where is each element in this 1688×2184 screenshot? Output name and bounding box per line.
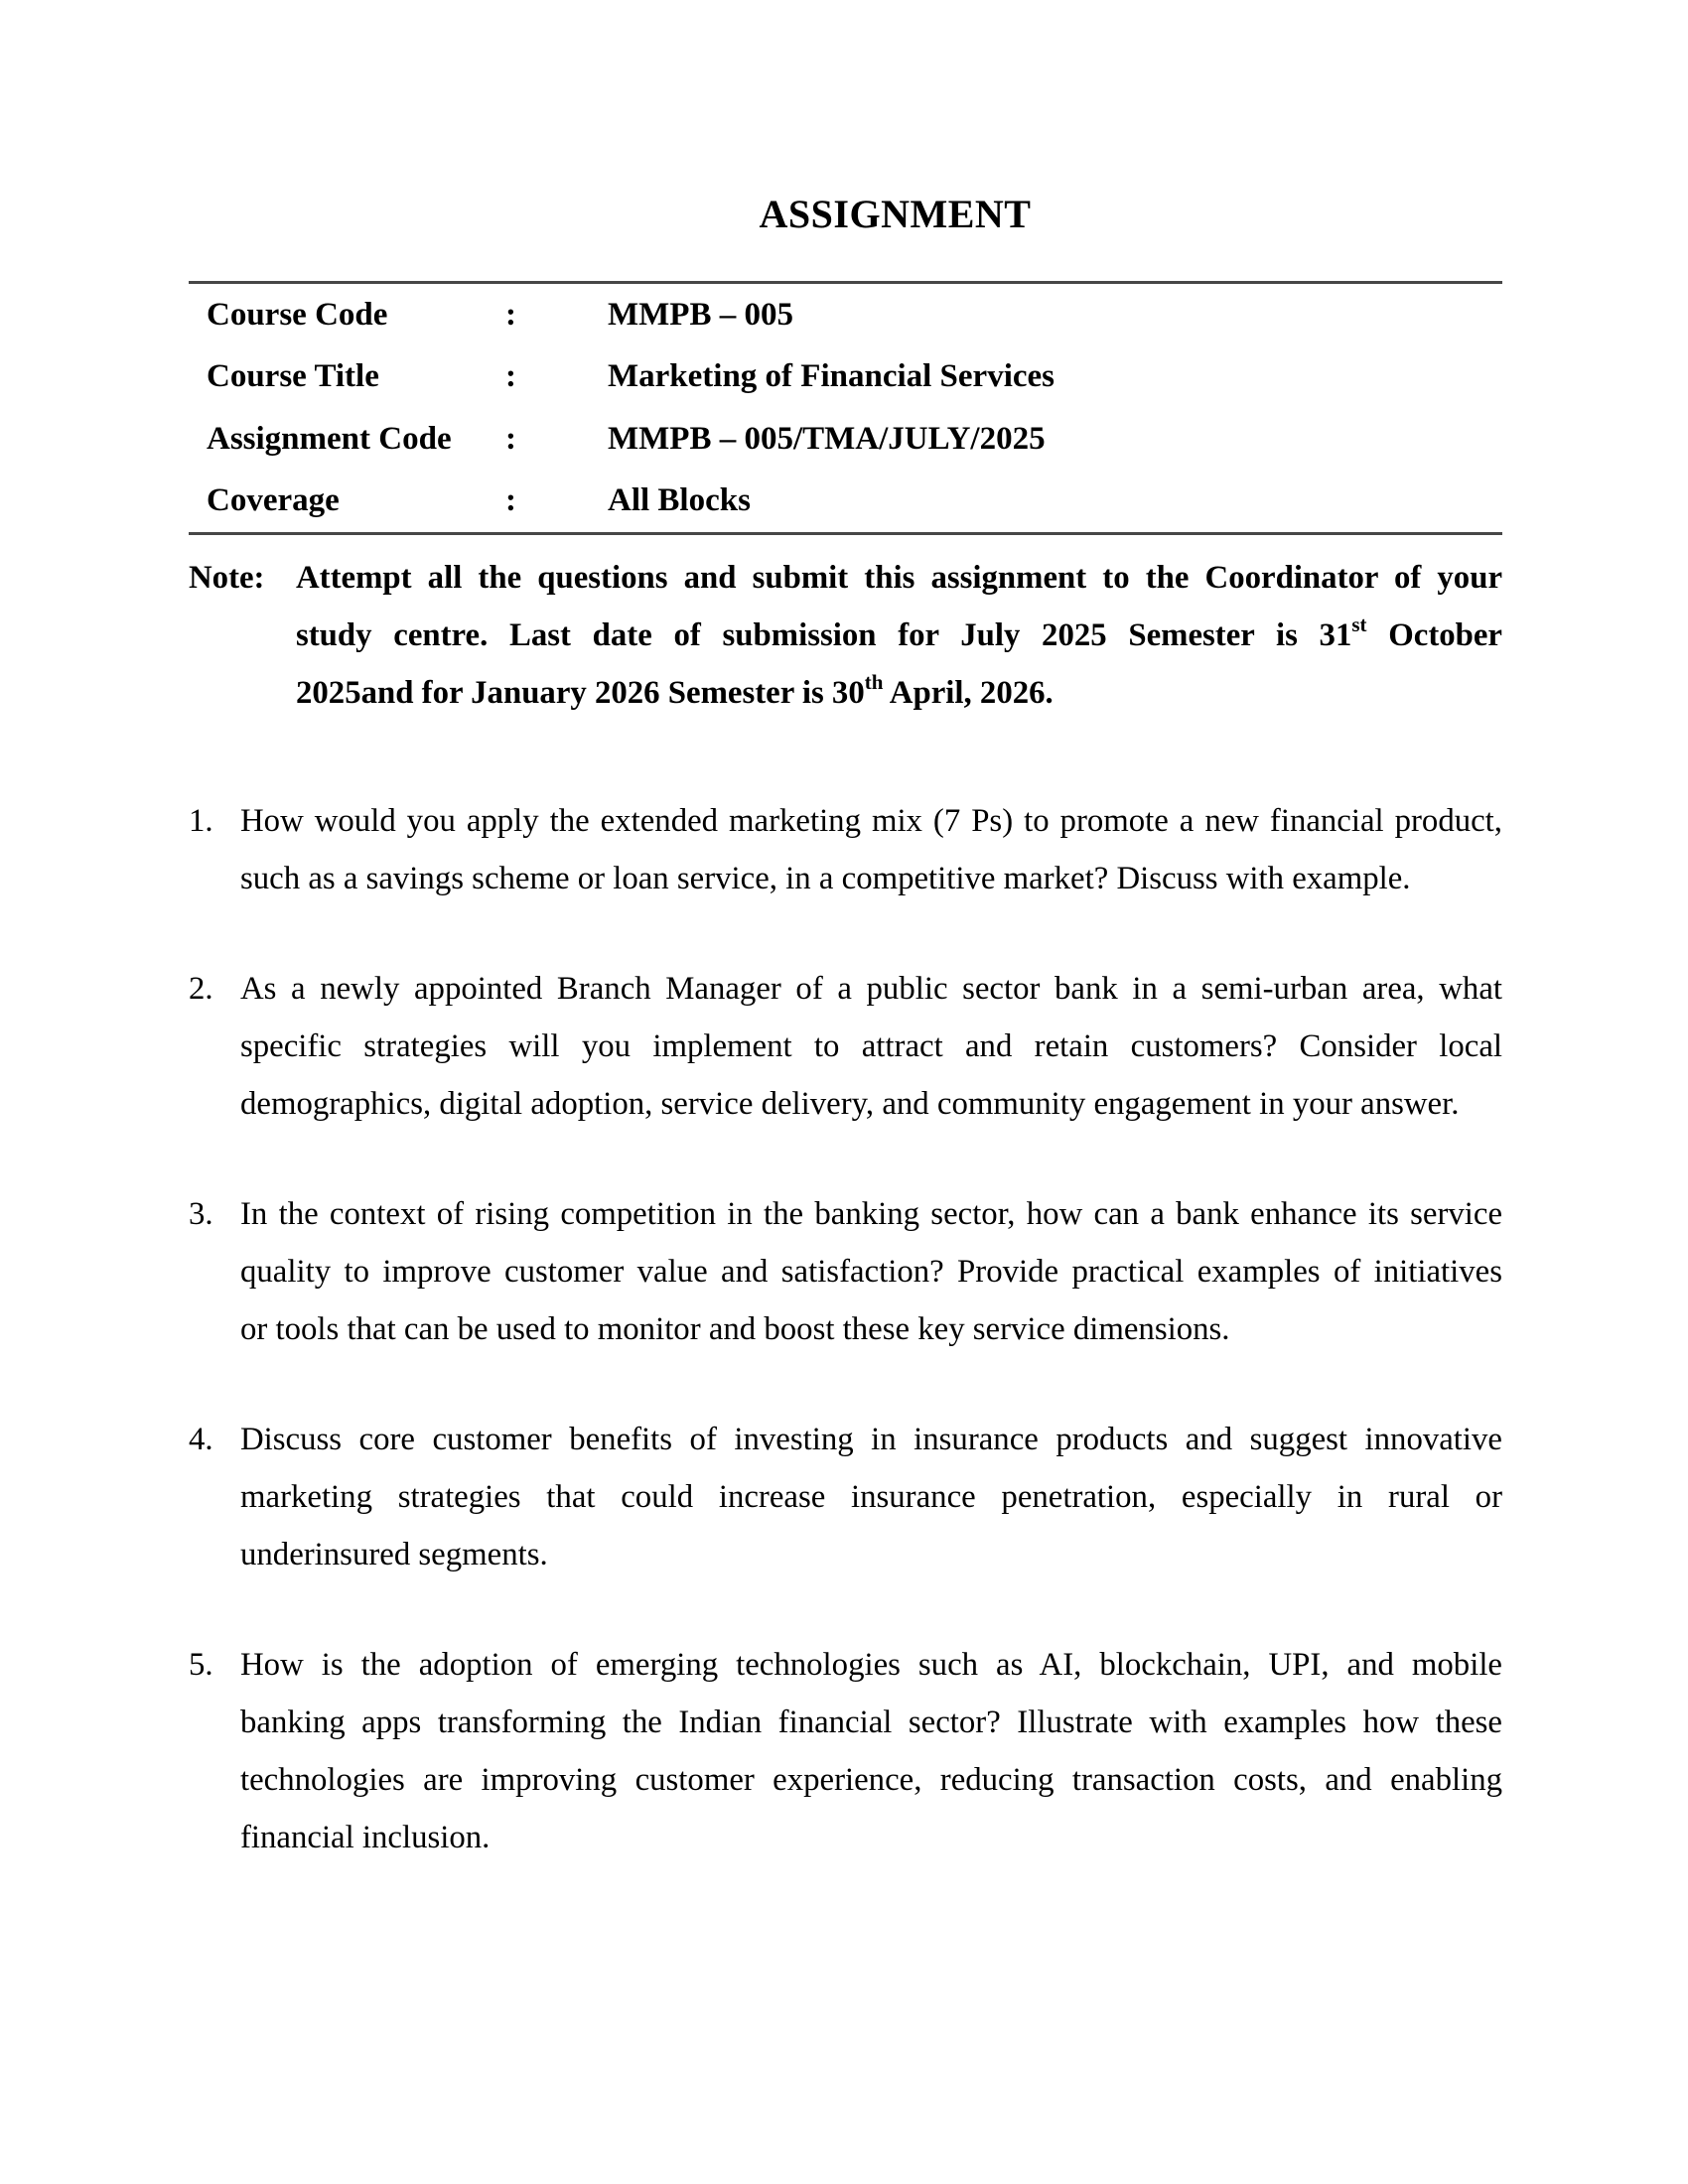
row-value: MMPB – 005/TMA/JULY/2025 [608, 420, 1046, 457]
note-label: Note: [189, 560, 265, 596]
question-item-2 [189, 960, 1502, 1133]
table-row-course-code [189, 284, 1502, 346]
question-number: 1. [189, 803, 213, 839]
question-text [240, 792, 1502, 907]
question-text-line: such as a savings scheme or loan service, in a competitive market? Discuss with example. [240, 861, 1411, 896]
table-row-coverage [189, 471, 1502, 533]
question-text-line: financial inclusion. [240, 1820, 491, 1855]
row-value: Marketing of Financial Services [608, 358, 1055, 395]
row-label: Assignment Code [207, 420, 452, 457]
question-text-line: technologies are improving customer experience, reducing transaction costs, and enabling [240, 1762, 1502, 1798]
row-value: MMPB – 005 [608, 296, 793, 333]
ordinal-superscript: th [864, 670, 884, 694]
row-label: Course Title [207, 358, 379, 395]
note-line [296, 607, 1502, 664]
question-item-3 [189, 1185, 1502, 1358]
row-separator: : [505, 420, 516, 457]
note-text: April, 2026. [883, 675, 1054, 711]
row-value: All Blocks [608, 482, 751, 519]
question-text-line: underinsured segments. [240, 1537, 548, 1572]
question-text-line: In the context of rising competition in the banking sector, how can a bank enhance its service [240, 1196, 1502, 1232]
question-text [240, 1411, 1502, 1583]
question-number: 5. [189, 1647, 213, 1683]
row-label: Course Code [207, 296, 388, 333]
note-body [296, 549, 1502, 722]
question-text-line: Discuss core customer benefits of investing in insurance products and suggest innovative [240, 1422, 1502, 1457]
question-number: 2. [189, 971, 213, 1007]
question-text-line: How would you apply the extended marketing mix (7 Ps) to promote a new financial product, [240, 803, 1502, 839]
row-separator: : [505, 358, 516, 395]
note-text: Attempt all the questions and submit this assignment to the Coordinator of your [296, 560, 1502, 596]
note-line [296, 549, 1502, 607]
table-row-course-title [189, 346, 1502, 409]
page-title: ASSIGNMENT [759, 192, 1032, 236]
question-text-line: As a newly appointed Branch Manager of a public sector bank in a semi-urban area, what [240, 971, 1502, 1007]
question-number: 3. [189, 1196, 213, 1232]
question-text [240, 1636, 1502, 1866]
course-info-table [189, 281, 1502, 535]
note-text: study centre. Last date of submission for July 2025 Semester is 31 [296, 617, 1352, 653]
note-text: 2025and for January 2026 Semester is 30 [296, 675, 865, 711]
question-text-line: banking apps transforming the Indian financial sector? Illustrate with examples how these [240, 1705, 1502, 1740]
question-text [240, 960, 1502, 1133]
row-separator: : [505, 482, 516, 519]
question-text-line: specific strategies will you implement to attract and retain customers? Consider local [240, 1028, 1502, 1064]
question-text [240, 1185, 1502, 1358]
submission-note [189, 549, 1502, 722]
question-item-5 [189, 1636, 1502, 1866]
table-row-assignment-code [189, 408, 1502, 471]
question-text-line: quality to improve customer value and satisfaction? Provide practical examples of initiatives [240, 1254, 1502, 1290]
question-number: 4. [189, 1422, 213, 1457]
question-text-line: How is the adoption of emerging technologies such as AI, blockchain, UPI, and mobile [240, 1647, 1502, 1683]
question-item-4 [189, 1411, 1502, 1583]
note-line [296, 664, 1502, 722]
question-text-line: demographics, digital adoption, service delivery, and community engagement in your answer. [240, 1086, 1460, 1122]
question-text-line: marketing strategies that could increase insurance penetration, especially in rural or [240, 1479, 1502, 1515]
question-item-1 [189, 792, 1502, 907]
ordinal-superscript: st [1351, 613, 1367, 636]
questions-list [189, 792, 1502, 1866]
row-separator: : [505, 296, 516, 333]
question-text-line: or tools that can be used to monitor and boost these key service dimensions. [240, 1311, 1230, 1347]
row-label: Coverage [207, 482, 340, 519]
note-text: October [1366, 617, 1502, 653]
